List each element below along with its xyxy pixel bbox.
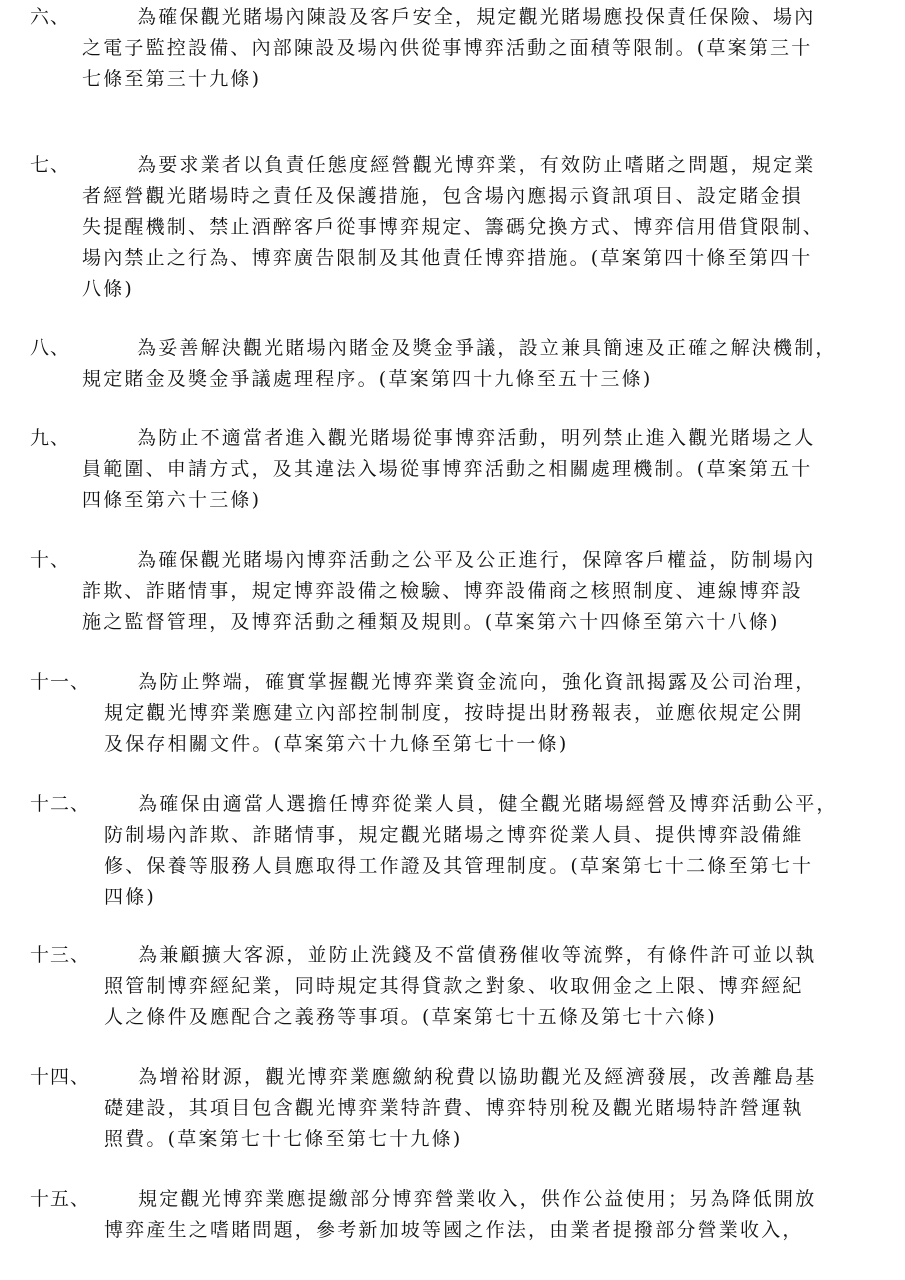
clause-number: 十五、 xyxy=(30,1188,91,1210)
text-line: 照費。(草案第七十七條至第七十九條) xyxy=(104,1128,463,1150)
text-line: 施之監督管理，及博弈活動之種類及規則。(草案第六十四條至第六十八條) xyxy=(82,611,780,633)
text-line: 者經營觀光賭場時之責任及保護措施，包含場內應揭示資訊項目、設定賭金損 xyxy=(82,185,803,207)
text-line: 七條至第三十九條) xyxy=(82,68,262,90)
clause-text xyxy=(82,333,867,395)
text-line: 詐欺、詐賭情事，規定博弈設備之檢驗、博弈設備商之核照制度、連線博弈設 xyxy=(82,580,803,602)
clause-number: 八、 xyxy=(30,337,71,359)
text-line: 為確保觀光賭場內博弈活動之公平及公正進行，保障客戶權益，防制場內 xyxy=(137,549,816,571)
clause-number: 十四、 xyxy=(30,1066,91,1088)
clause-number: 六、 xyxy=(30,6,71,28)
text-line: 為兼顧擴大客源，並防止洗錢及不當債務催收等流弊，有條件許可並以執 xyxy=(138,944,817,966)
text-line: 為防止弊端，確實掌握觀光博弈業資金流向，強化資訊揭露及公司治理， xyxy=(138,671,817,693)
clause-text xyxy=(82,150,867,305)
clause-text xyxy=(104,940,867,1033)
clause-number: 七、 xyxy=(30,154,71,176)
clause-text xyxy=(104,1184,867,1246)
text-line: 博弈產生之嗜賭問題，參考新加坡等國之作法，由業者提撥部分營業收入， xyxy=(104,1219,804,1241)
text-line: 場內禁止之行為、博弈廣告限制及其他責任博弈措施。(草案第四十條至第四十 xyxy=(82,247,813,269)
text-line: 為妥善解決觀光賭場內賭金及獎金爭議，設立兼具簡速及正確之解決機制， xyxy=(137,337,837,359)
clause-number: 十一、 xyxy=(30,671,91,693)
text-line: 規定賭金及獎金爭議處理程序。(草案第四十九條至五十三條) xyxy=(82,368,653,390)
text-line: 為確保由適當人選擔任博弈從業人員，健全觀光賭場經營及博弈活動公平， xyxy=(138,793,838,815)
text-line: 礎建設，其項目包含觀光博弈業特許費、博弈特別稅及觀光賭場特許營運執 xyxy=(104,1097,804,1119)
clause-text xyxy=(104,667,867,760)
text-line: 人之條件及應配合之義務等事項。(草案第七十五條及第七十六條) xyxy=(104,1006,717,1028)
text-line: 規定觀光博弈業應建立內部控制制度，按時提出財務報表，並應依規定公開 xyxy=(104,702,804,724)
clause-text xyxy=(104,789,867,913)
text-line: 為要求業者以負責任態度經營觀光博弈業，有效防止嗜賭之問題，規定業 xyxy=(137,154,816,176)
text-line: 八條) xyxy=(82,278,135,300)
text-line: 防制場內詐欺、詐賭情事，規定觀光賭場之博弈從業人員、提供博弈設備維 xyxy=(104,824,804,846)
clause-text xyxy=(104,1062,867,1155)
text-line: 修、保養等服務人員應取得工作證及其管理制度。(草案第七十二條至第七十 xyxy=(104,855,814,877)
text-line: 失提醒機制、禁止酒醉客戶從事博弈規定、籌碼兌換方式、博弈信用借貸限制、 xyxy=(82,216,825,238)
text-line: 之電子監控設備、內部陳設及場內供從事博弈活動之面積等限制。(草案第三十 xyxy=(82,37,813,59)
text-line: 規定觀光博弈業應提繳部分博弈營業收入，供作公益使用；另為降低開放 xyxy=(138,1188,817,1210)
clause-number: 十、 xyxy=(30,549,71,571)
text-line: 照管制博弈經紀業，同時規定其得貸款之對象、收取佣金之上限、博弈經紀 xyxy=(104,975,804,997)
text-line: 為防止不適當者進入觀光賭場從事博弈活動，明列禁止進入觀光賭場之人 xyxy=(137,427,816,449)
clause-text xyxy=(82,545,867,638)
clause-text xyxy=(82,2,867,95)
text-line: 為增裕財源，觀光博弈業應繳納稅費以協助觀光及經濟發展，改善離島基 xyxy=(138,1066,817,1088)
text-line: 四條至第六十三條) xyxy=(82,489,262,511)
clause-text xyxy=(82,423,867,516)
clause-number: 十三、 xyxy=(30,944,91,966)
text-line: 為確保觀光賭場內陳設及客戶安全，規定觀光賭場應投保責任保險、場內 xyxy=(137,6,816,28)
text-line: 及保存相關文件。(草案第六十九條至第七十一條) xyxy=(104,733,569,755)
clause-number: 十二、 xyxy=(30,793,91,815)
text-line: 員範圍、申請方式，及其違法入場從事博弈活動之相關處理機制。(草案第五十 xyxy=(82,458,813,480)
clause-number: 九、 xyxy=(30,427,71,449)
text-line: 四條) xyxy=(104,886,157,908)
